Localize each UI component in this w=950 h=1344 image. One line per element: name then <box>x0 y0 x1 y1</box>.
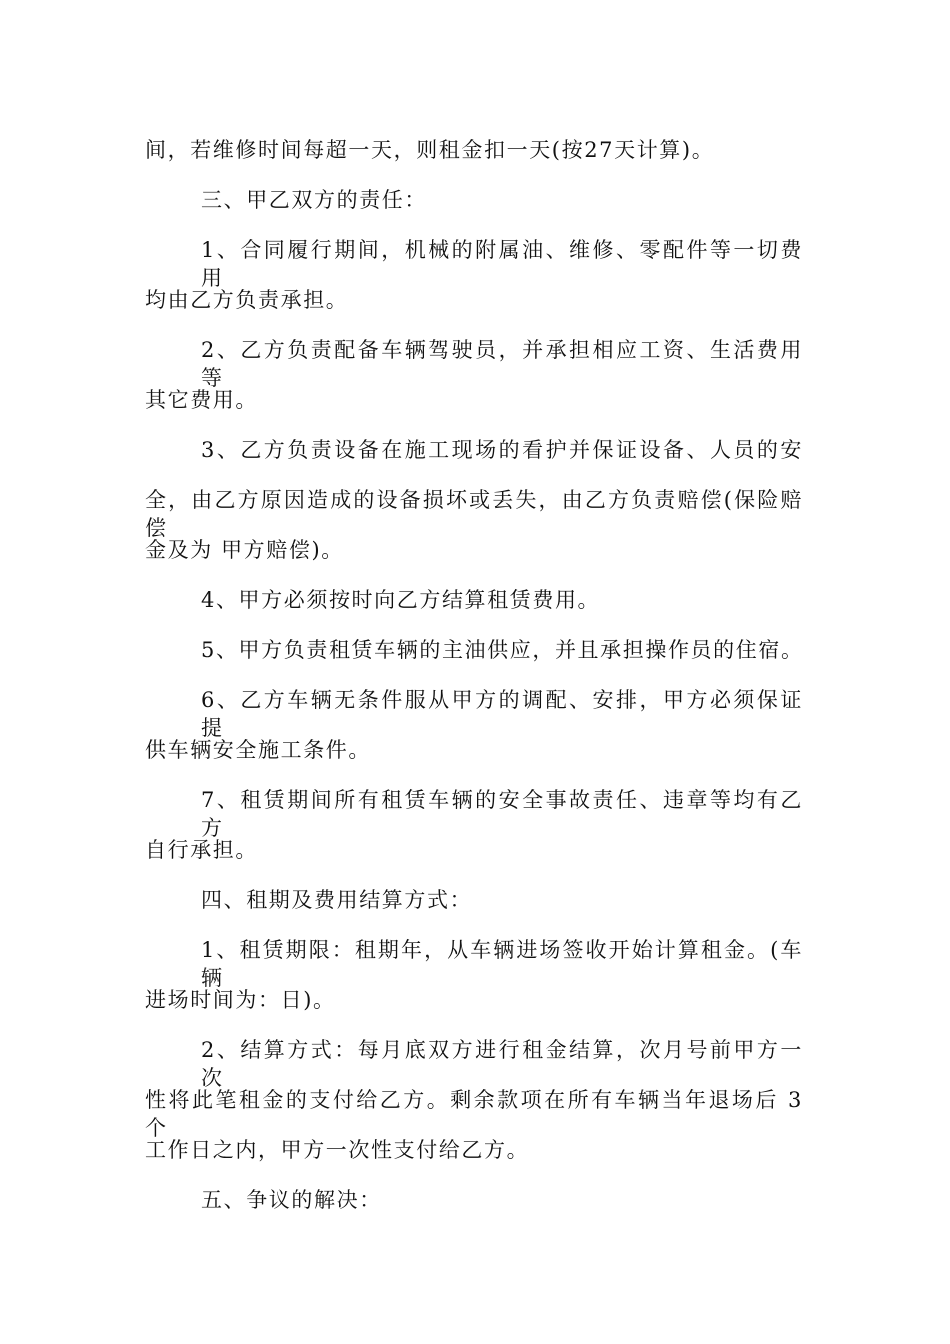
paragraph-line: 进场时间为：日)。 <box>145 988 336 1012</box>
paragraph-line: 2、结算方式：每月底双方进行租金结算，次月号前甲方一次 <box>201 1038 803 1090</box>
paragraph-line: 3、乙方负责设备在施工现场的看护并保证设备、人员的安 <box>201 438 803 462</box>
paragraph-line: 7、租赁期间所有租赁车辆的安全事故责任、违章等均有乙方 <box>201 788 803 840</box>
paragraph-line: 全，由乙方原因造成的设备损坏或丢失，由乙方负责赔偿(保险赔偿 <box>145 488 803 540</box>
paragraph-line: 均由乙方负责承担。 <box>145 288 349 312</box>
paragraph-line: 供车辆安全施工条件。 <box>145 738 371 762</box>
paragraph-line: 5、甲方负责租赁车辆的主油供应，并且承担操作员的住宿。 <box>201 638 804 662</box>
paragraph-line: 2、乙方负责配备车辆驾驶员，并承担相应工资、生活费用等 <box>201 338 803 390</box>
paragraph-line: 性将此笔租金的支付给乙方。剩余款项在所有车辆当年退场后 3 个 <box>145 1088 803 1140</box>
paragraph-line: 6、乙方车辆无条件服从甲方的调配、安排，甲方必须保证提 <box>201 688 803 740</box>
paragraph-line: 金及为 甲方赔偿)。 <box>145 538 344 562</box>
section-heading: 五、争议的解决： <box>201 1188 382 1212</box>
paragraph-line: 自行承担。 <box>145 838 258 862</box>
paragraph-line: 4、甲方必须按时向乙方结算租赁费用。 <box>201 588 601 612</box>
paragraph-line: 1、合同履行期间，机械的附属油、维修、零配件等一切费用 <box>201 238 803 290</box>
paragraph-line: 工作日之内，甲方一次性支付给乙方。 <box>145 1138 530 1162</box>
section-heading: 三、甲乙双方的责任： <box>201 188 427 212</box>
paragraph-line: 其它费用。 <box>145 388 258 412</box>
paragraph-line: 间，若维修时间每超一天，则租金扣一天(按27天计算)。 <box>145 138 715 162</box>
section-heading: 四、租期及费用结算方式： <box>201 888 473 912</box>
paragraph-line: 1、租赁期限：租期年，从车辆进场签收开始计算租金。(车辆 <box>201 938 803 990</box>
